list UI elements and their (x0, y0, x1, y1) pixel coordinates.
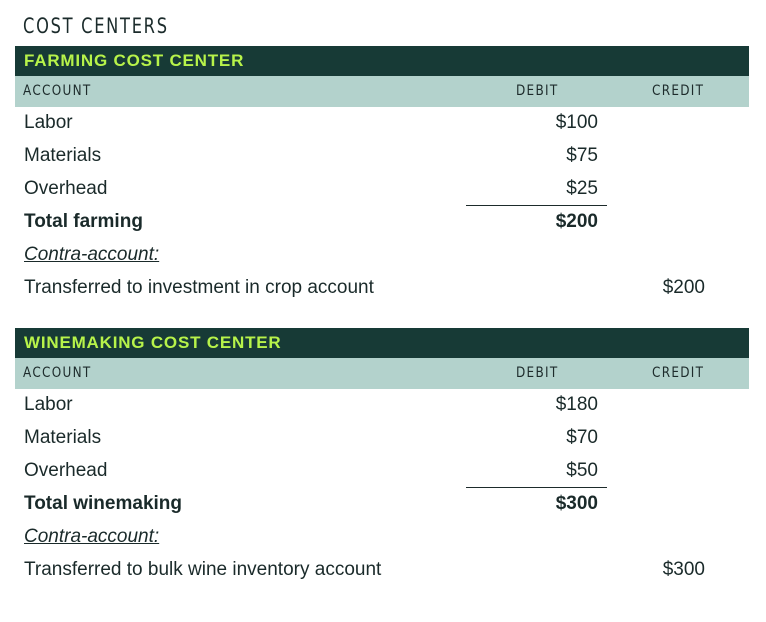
row-label: Materials (24, 427, 102, 448)
row-debit: $70 (566, 427, 598, 448)
credit-column-header: CREDIT (652, 83, 705, 99)
row-label: Labor (24, 112, 73, 133)
account-column-header: ACCOUNT (23, 365, 92, 381)
total-row (15, 206, 749, 239)
row-label: Materials (24, 145, 102, 166)
row-debit: $25 (566, 178, 598, 199)
table-row (15, 455, 749, 488)
total-row (15, 488, 749, 521)
table-row (15, 107, 749, 140)
debit-column-header: DEBIT (516, 83, 559, 99)
account-column-header: ACCOUNT (23, 83, 92, 99)
row-debit: $200 (555, 211, 598, 232)
row-label: Total farming (24, 211, 143, 232)
table-row (15, 554, 749, 587)
row-label: Transferred to bulk wine inventory account (24, 559, 382, 580)
winemaking-cost-center-table (15, 328, 749, 587)
row-label: Contra-account: (24, 526, 160, 547)
row-credit: $300 (662, 559, 705, 580)
row-debit: $100 (555, 112, 598, 133)
row-debit: $50 (566, 460, 598, 481)
row-credit: $200 (662, 277, 705, 298)
contra-account-row (15, 239, 749, 272)
page-title: COST CENTERS (23, 14, 169, 38)
credit-column-header: CREDIT (652, 365, 705, 381)
table-row (15, 422, 749, 455)
row-label: Transferred to investment in crop account (24, 277, 374, 298)
table-row (15, 272, 749, 305)
column-header-row (15, 358, 749, 389)
row-label: Overhead (24, 460, 108, 481)
row-debit: $75 (566, 145, 598, 166)
debit-column-header: DEBIT (516, 365, 559, 381)
row-label: Contra-account: (24, 244, 160, 265)
row-label: Total winemaking (24, 493, 183, 514)
row-label: Labor (24, 394, 73, 415)
table-row (15, 389, 749, 422)
row-label: Overhead (24, 178, 108, 199)
table-row (15, 173, 749, 206)
section-header: WINEMAKING COST CENTER (15, 328, 749, 358)
contra-account-row (15, 521, 749, 554)
row-debit: $180 (555, 394, 598, 415)
farming-cost-center-table (15, 46, 749, 305)
row-debit: $300 (555, 493, 598, 514)
column-header-row (15, 76, 749, 107)
section-header: FARMING COST CENTER (15, 46, 749, 76)
table-row (15, 140, 749, 173)
